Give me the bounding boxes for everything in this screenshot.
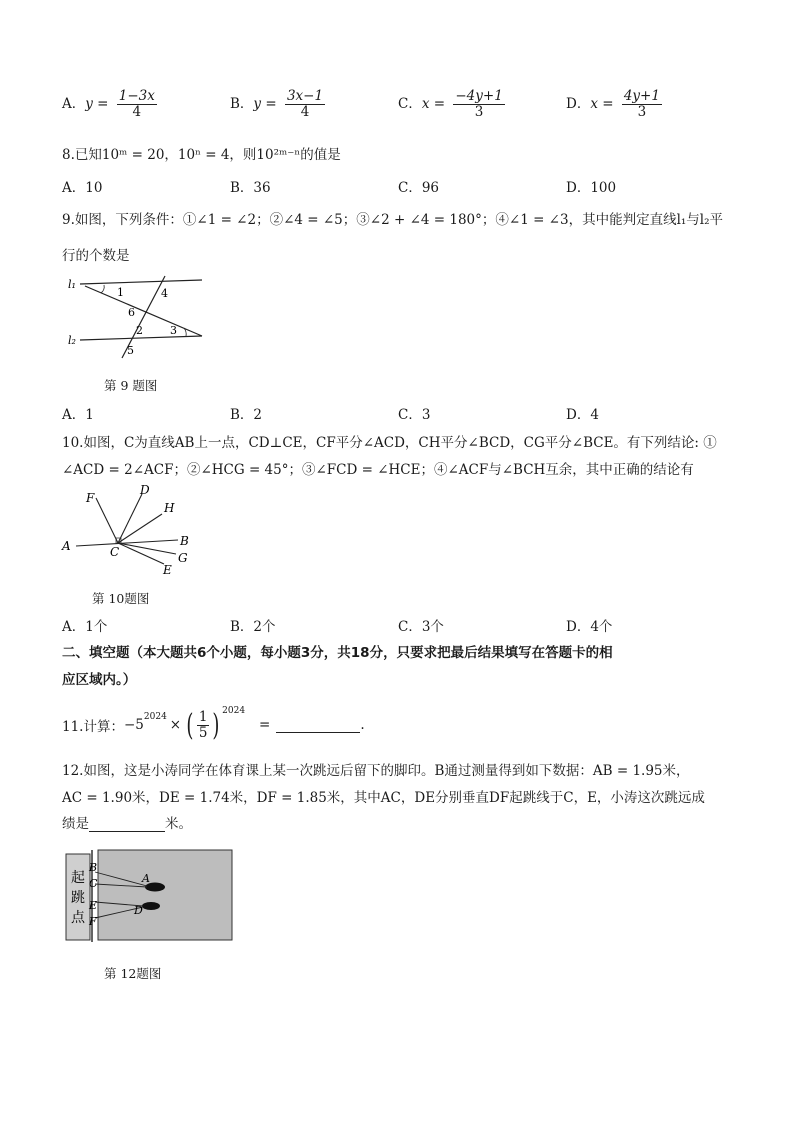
q12-label-c: C — [89, 877, 98, 890]
q7-option-c: C．x = $\frac{-4y+1}{3}$ — [398, 88, 503, 120]
q9-option-c: C．3 — [398, 407, 431, 423]
q8-option-b: B．36 — [230, 180, 271, 196]
section2-heading-line2: 应区域内。） — [62, 672, 137, 688]
q8-option-c: C．96 — [398, 180, 440, 196]
q8-option-d: D．100 — [566, 180, 617, 196]
q9-label-2: 2 — [136, 324, 143, 337]
q12-line3 — [62, 812, 192, 832]
q8-stem: 8.已知10ᵐ = 20，10ⁿ = 4，则10²ᵐ⁻ⁿ的值是 — [62, 147, 341, 163]
q9-label-l1: l₁ — [68, 278, 76, 291]
q12-label-e: E — [89, 899, 98, 912]
q11-exp2: 2024 — [222, 706, 246, 716]
q9-stem-line1: 9.如图，下列条件：①∠1 = ∠2；②∠4 = ∠5；③∠2 + ∠4 = 180°；④∠1 = ∠3，其中能判定直线l₁与l₂平 — [62, 212, 724, 228]
q10-label-b: B — [180, 534, 189, 548]
q12-line2: AC = 1.90米，DE = 1.74米，DF = 1.85米，其中AC，DE分别垂直DF起跳线于C，E，小涛这次跳远成 — [62, 790, 705, 806]
q9-label-l2: l₂ — [68, 334, 76, 347]
q12-label-b: B — [89, 861, 98, 874]
q10-option-b: B．2个 — [230, 619, 276, 635]
q7-option-b: B．y = $\frac{3x-1}{4}$ — [230, 88, 324, 120]
q9-option-a: A．1 — [62, 407, 94, 423]
q9-stem-line2: 行的个数是 — [62, 248, 130, 264]
q11-base: −5 — [123, 717, 144, 733]
q10-label-g: G — [178, 551, 188, 565]
q7-option-d: D．x = $\frac{4y+1}{3}$ — [566, 88, 660, 120]
q10-label-d: D — [140, 483, 150, 497]
q10-label-e: E — [163, 563, 172, 577]
q12-answer-blank[interactable] — [89, 817, 165, 832]
q11-prefix: 11.计算： — [62, 719, 124, 735]
q11-equals: = — [259, 717, 271, 733]
q12-start-char-2: 跳 — [71, 890, 85, 906]
q12-start-char-3: 点 — [71, 910, 85, 926]
q9-caption: 第 9 题图 — [104, 378, 158, 393]
q11-times: × — [169, 717, 182, 733]
q9-option-d: D．4 — [566, 407, 599, 423]
q10-caption: 第 10题图 — [92, 591, 150, 606]
q11-question — [62, 704, 365, 746]
q11-right-paren: ) — [212, 707, 220, 743]
q12-line3-prefix: 绩是 — [62, 816, 89, 832]
q12-label-f: F — [89, 915, 97, 928]
q12-label-d: D — [134, 904, 143, 917]
q9-option-b: B．2 — [230, 407, 263, 423]
q12-line3-suffix: 米。 — [165, 816, 192, 832]
q9-label-1: 1 — [117, 286, 124, 299]
q9-label-3: 3 — [170, 324, 177, 337]
q10-label-h: H — [164, 501, 175, 515]
q12-line1: 12.如图，这是小涛同学在体育课上某一次跳远后留下的脚印。B通过测量得到如下数据：AB = 1.95米， — [62, 763, 690, 779]
q9-label-5: 5 — [127, 344, 134, 357]
q12-start-char-1: 起 — [71, 870, 85, 886]
q12-label-a: A — [142, 872, 150, 885]
q12-figure — [62, 842, 238, 946]
q9-label-4: 4 — [161, 287, 168, 300]
q11-exp1: 2024 — [143, 712, 167, 722]
q11-fraction: $\frac{1}{5}$ — [198, 708, 208, 741]
q10-option-c: C．3个 — [398, 619, 444, 635]
q10-label-a: A — [62, 539, 71, 553]
q10-label-c: C — [110, 545, 120, 559]
q9-label-6: 6 — [128, 306, 135, 319]
section2-heading-line1: 二、填空题（本大题共6个小题，每小题3分，共18分，只要求把最后结果填写在答题卡的相 — [62, 645, 613, 661]
q9-figure — [60, 272, 210, 362]
q10-label-f: F — [86, 491, 95, 505]
q8-option-a: A．10 — [62, 180, 103, 196]
q7-option-a: A．y = $\frac{1-3x}{4}$ — [62, 88, 155, 120]
q10-figure — [60, 480, 200, 580]
q10-stem-line1: 10.如图，C为直线AB上一点，CD⊥CE，CF平分∠ACD，CH平分∠BCD，CG平分∠BCE。有下列结论: ① — [62, 435, 717, 451]
q10-stem-line2: ∠ACD = 2∠ACF；②∠HCG = 45°；③∠FCD = ∠HCE；④∠ACF与∠BCH互余，其中正确的结论有 — [62, 462, 694, 478]
q12-caption: 第 12题图 — [104, 966, 162, 981]
q11-answer-blank[interactable] — [276, 718, 360, 733]
q11-end: . — [360, 717, 365, 733]
q10-option-a: A．1个 — [62, 619, 108, 635]
q10-option-d: D．4个 — [566, 619, 613, 635]
q11-left-paren: ( — [186, 707, 194, 743]
